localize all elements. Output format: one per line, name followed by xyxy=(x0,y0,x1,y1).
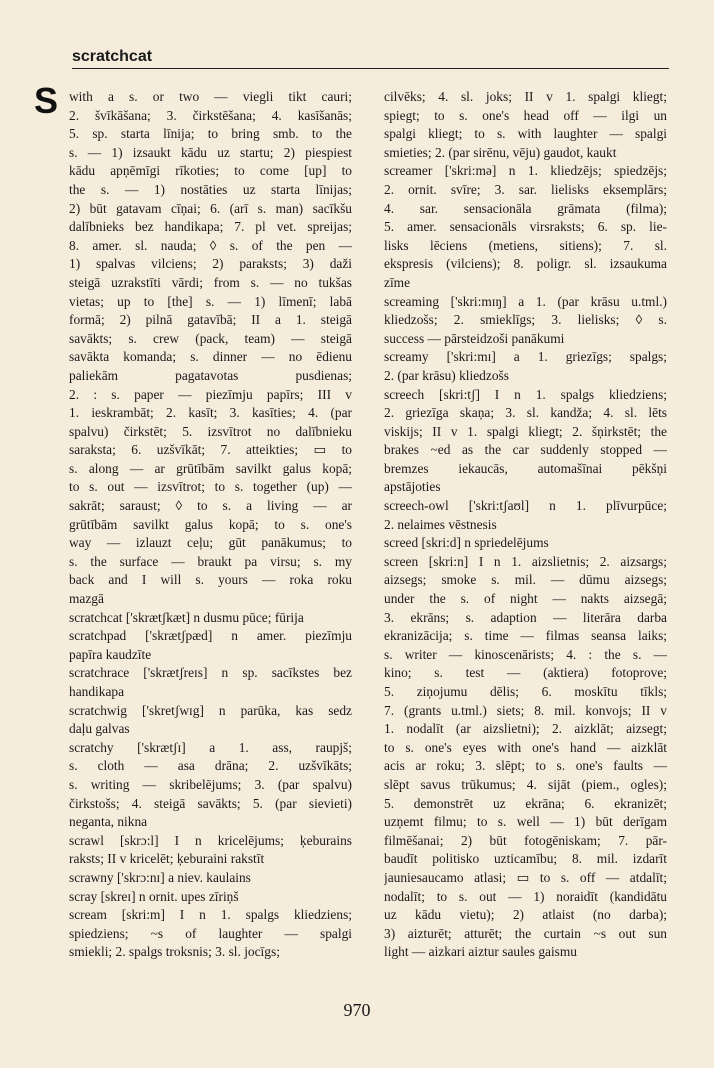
text-line: ekspresis (vilciens); 8. poligr. sl. izsaukuma xyxy=(384,256,667,272)
text-line: 2. griezīga skaņa; 3. sl. kandža; 4. sl. lēts xyxy=(384,405,667,421)
left-column xyxy=(69,88,352,962)
text-line: 2. : s. paper — piezīmju papīrs; III v xyxy=(69,386,352,402)
text-line: s. cloth — asa drāna; 2. uzšvīkāts; xyxy=(69,758,352,774)
right-column xyxy=(384,88,667,962)
text-line: handikapa xyxy=(69,684,125,699)
text-line: ekranizācija; s. time — filmas seansa laiks; xyxy=(384,628,667,644)
text-line: scrawny ['skrɔ:nɪ] a niev. kaulains xyxy=(69,869,251,885)
text-line: saraksta; 6. uzšvīkāt; 7. atteikties; ▭ to xyxy=(69,442,352,458)
text-line: savākta komanda; s. dinner — no ēdienu xyxy=(69,349,352,365)
text-line: kādu apņēmīgi rīkoties; to come [up] to xyxy=(69,163,352,179)
text-line: 1. nodalīt (ar aizslietni); 2. aizklāt; aizsegt; xyxy=(384,721,667,737)
text-line: kino; s. test — (aktiera) fotoprove; xyxy=(384,665,667,681)
text-line: 2. ornit. svīre; 3. sar. lielisks eksemplārs; xyxy=(384,181,667,197)
page-number: 970 xyxy=(343,1000,371,1020)
text-line: slēpt savus trūkumus; 4. sijāt (piem., ogles); xyxy=(384,776,667,792)
text-line: screen [skri:n] I n 1. aizslietnis; 2. aizsargs; xyxy=(384,553,667,569)
text-line: scratchy ['skrætʃɪ] a 1. ass, raupjš; xyxy=(69,739,352,755)
text-line: vietas; up to [the] s. — 1) līmenī; labā xyxy=(69,293,352,309)
text-line: apstājoties xyxy=(384,479,441,495)
text-line: screed [skri:d] n spriedelējums xyxy=(384,535,549,551)
text-line: screaming ['skri:mɪŋ] a 1. (par krāsu u.tml.) xyxy=(384,293,667,309)
text-line: scream [skri:m] I n 1. spalgs kliedziens; xyxy=(69,907,352,923)
thumb-index-letter: S xyxy=(34,80,59,121)
text-line: čirkstošs; 4. steigā savākts; 5. (par sievieti) xyxy=(69,795,352,811)
text-line: brakes ~ed as the car suddenly stopped — xyxy=(384,442,667,458)
text-line: to s. one's eyes with one's hand — aizklāt xyxy=(384,739,667,755)
text-line: 1) spalvas vilciens; 2) paraksts; 3) daži xyxy=(69,256,352,272)
text-line: uzņemt filmu; to s. well — 1) būt derīgam xyxy=(384,814,667,830)
text-line: s. along — ar grūtībām savilkt galus kopā; xyxy=(69,460,352,476)
text-line: 5. ziņojumu dēlis; 6. moskītu tīkls; xyxy=(384,684,667,699)
text-line: cilvēks; 4. sl. joks; II v 1. spalgi kliegt; xyxy=(384,89,667,104)
text-line: savākts; s. crew (pack, team) — steigā xyxy=(69,330,352,346)
text-line: back and I will s. yours — roka roku xyxy=(69,572,352,588)
text-line: acis ar roku; 3. slēpt; to s. one's faults — xyxy=(384,758,667,774)
text-line: smiekli; 2. spalgs troksnis; 3. sl. jocīgs; xyxy=(69,944,280,960)
text-line: 8. amer. sl. nauda; ◊ s. of the pen — xyxy=(69,237,352,253)
text-line: s. — 1) izsaukt kādu uz startu; 2) piespiest xyxy=(69,144,352,160)
text-line: paliekām pagatavotas pusdienas; xyxy=(69,367,352,383)
text-line: 2. (par krāsu) kliedzošs xyxy=(384,367,509,383)
text-line: nodalīt; to s. out — 1) noraidīt (kandidātu xyxy=(384,888,667,904)
text-line: 7. (grants u.tml.) siets; 8. mil. konvojs; II v xyxy=(384,702,667,718)
text-line: baudīt politisko uzticamību; 8. mil. izdarīt xyxy=(384,851,667,867)
text-line: raksts; II v kricelēt; ķeburaini rakstīt xyxy=(69,851,265,867)
text-line: with a s. or two — viegli tikt cauri; xyxy=(69,89,352,104)
text-line: 5. demonstrēt uz ekrāna; 6. ekranizēt; xyxy=(384,795,667,811)
text-line: spalgi kliegt; to s. with laughter — spalgi xyxy=(384,126,667,142)
text-line: light — aizkari aiztur saules gaismu xyxy=(384,944,577,960)
text-line: 1. ieskrambāt; 2. kasīt; 3. kasīties; 4. (par xyxy=(69,405,352,421)
text-line: s. writing — skribelējums; 3. (par spalvu) xyxy=(69,776,352,792)
text-line: daļu galvas xyxy=(69,721,130,737)
text-line: 2. nelaimes vēstnesis xyxy=(384,516,497,532)
text-line: 5. amer. sensacionāls virsraksts; 6. sp. lie- xyxy=(384,219,667,235)
text-line: aizsegs; smoke s. mil. — dūmu aizsegs; xyxy=(384,572,667,588)
text-line: 4. sar. sensacionāla grāmata (filma); xyxy=(384,200,667,216)
text-line: screamy ['skri:mɪ] a 1. griezīgs; spalgs; xyxy=(384,349,667,365)
text-line: to s. out — izsvītrot; to s. together (up) — xyxy=(69,479,352,495)
text-line: bremzes iekaucās, automašīnai pēkšņi xyxy=(384,460,667,476)
text-line: steigā uzrakstīti vārdi; from s. — no tukšas xyxy=(69,274,352,290)
text-line: success — pārsteidzoši panākumi xyxy=(384,330,565,346)
text-line: scrawl [skrɔ:l] I n kricelējums; ķeburains xyxy=(69,832,352,848)
text-line: way — izlauzt ceļu; gūt panākumus; to xyxy=(69,535,352,551)
text-line: sakrāt; saraust; ◊ to s. a living — ar xyxy=(69,498,352,514)
text-line: screech [skri:tʃ] I n 1. spalgs kliedziens; xyxy=(384,386,667,402)
text-line: 5. sp. starta līnija; to bring smb. to the xyxy=(69,126,352,142)
text-line: filmēšanai; 2) būt fotogēniskam; 7. pār- xyxy=(384,832,667,848)
text-line: spiegt; to s. one's head off — ilgi un xyxy=(384,107,667,123)
text-line: formā; 2) pilnā gatavībā; II a 1. steigā xyxy=(69,312,352,328)
text-line: jauniesaucamo atlasi; ▭ to s. off — atdalīt; xyxy=(384,869,667,885)
text-line: the s. — 1) nostāties uz starta līnijas; xyxy=(69,181,352,197)
text-line: grūtībām savilkt galus kopā; to s. one's xyxy=(69,516,352,532)
text-line: viskijs; II v 1. spalgi kliegt; 2. šņirkstēt; the xyxy=(384,423,667,439)
text-line: papīra kaudzīte xyxy=(69,646,152,662)
text-line: zīme xyxy=(384,274,411,290)
text-line: 3. ekrāns; s. adaption — literāra darba xyxy=(384,609,667,625)
text-line: spalvu) čirkstēt; 5. izsvītrot no dalībnieku xyxy=(69,423,352,439)
running-head: scratchcat xyxy=(72,48,153,65)
text-line: scratchwig ['skretʃwɪg] n parūka, kas sedz xyxy=(69,702,352,718)
text-line: neganta, nikna xyxy=(69,814,148,830)
text-line: 3) aizturēt; atturēt; the curtain ~s out sun xyxy=(384,925,667,941)
text-line: smieties; 2. (par sirēnu, vēju) gaudot, kaukt xyxy=(384,144,617,160)
text-line: scray [skreɪ] n ornit. upes zīriņš xyxy=(69,888,239,904)
text-line: kliedzošs; 2. smieklīgs; 3. lielisks; ◊ s. xyxy=(384,312,667,328)
text-line: s. the surface — braukt pa virsu; s. my xyxy=(69,553,352,569)
text-line: scratchrace ['skrætʃreɪs] n sp. sacīkstes bez xyxy=(69,665,352,681)
text-line: spiedziens; ~s of laughter — spalgi xyxy=(69,925,352,941)
text-line: 2. švīkāšana; 3. čirkstēšana; 4. kasīšanās; xyxy=(69,107,352,123)
text-line: dalībnieks bez handikapa; 7. pl vet. spreijas; xyxy=(69,219,352,235)
text-line: screamer ['skri:mə] n 1. kliedzējs; spiedzējs; xyxy=(384,163,667,179)
text-line: s. writer — kinoscenārists; 4. : the s. — xyxy=(384,646,667,662)
text-line: lisks lēciens (metiens, sitiens); 7. sl. xyxy=(384,237,667,253)
text-line: screech-owl ['skri:tʃaʊl] n 1. plīvurpūce; xyxy=(384,498,667,514)
header-rule xyxy=(72,68,669,69)
text-line: mazgā xyxy=(69,591,104,607)
text-line: 2) būt gatavam cīņai; 6. (arī s. man) sacīkšu xyxy=(69,200,352,216)
text-line: under the s. of night — nakts aizsegā; xyxy=(384,591,667,607)
text-line: scratchcat ['skrætʃkæt] n dusmu pūce; fūrija xyxy=(69,609,304,625)
text-line: scratchpad ['skrætʃpæd] n amer. piezīmju xyxy=(69,628,352,644)
text-line: uz kādu vietu); 2) atlaist (no darba); xyxy=(384,907,667,923)
